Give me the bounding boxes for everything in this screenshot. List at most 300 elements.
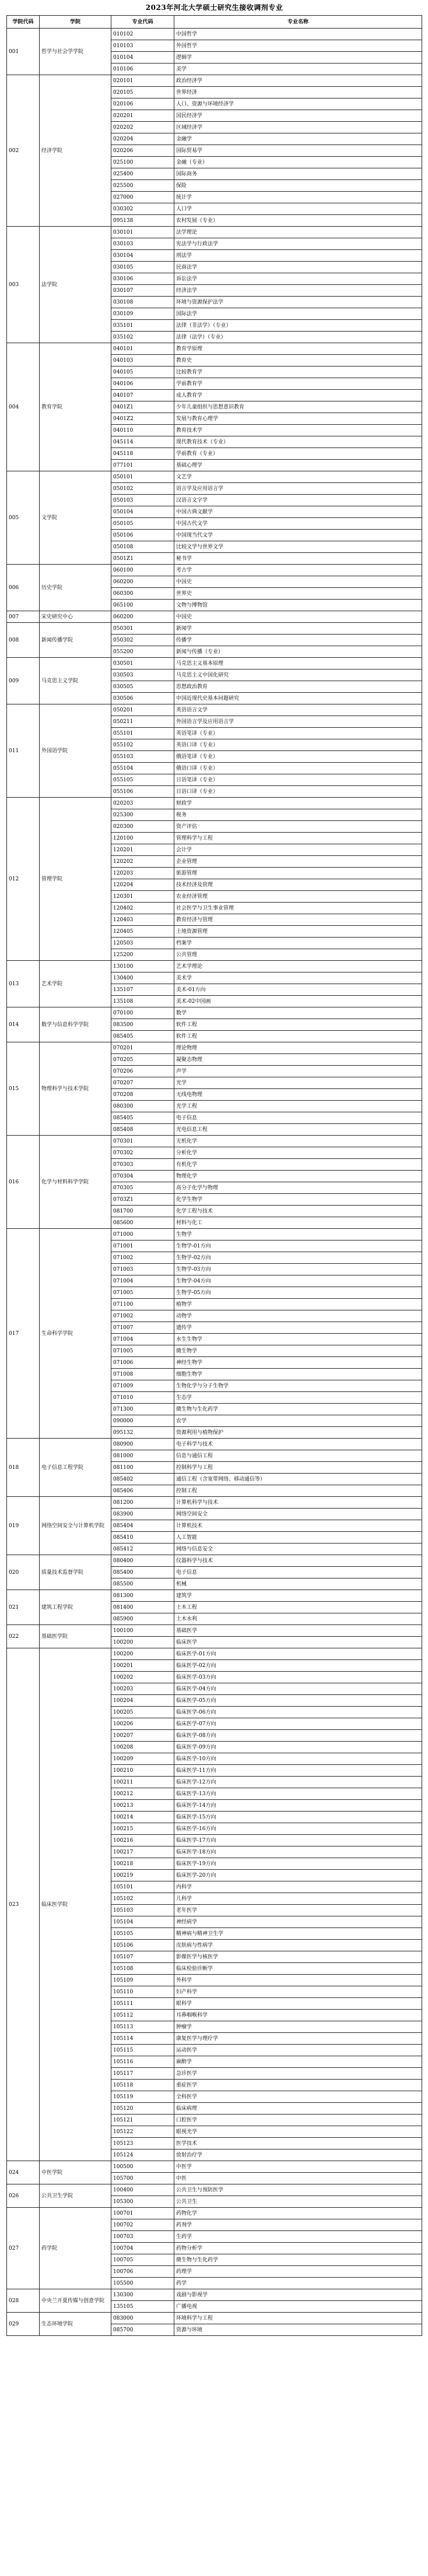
college-code-cell: 024 bbox=[7, 2161, 40, 2184]
major-code-cell: 060100 bbox=[111, 565, 174, 576]
major-code-cell: 105105 bbox=[111, 1928, 174, 1940]
major-name-cell: 美学 bbox=[174, 64, 422, 75]
table-row bbox=[7, 1590, 422, 1602]
major-code-cell: 070207 bbox=[111, 1077, 174, 1089]
major-code-cell: 030104 bbox=[111, 250, 174, 262]
major-code-cell: 081100 bbox=[111, 1462, 174, 1474]
major-code-cell: 025100 bbox=[111, 157, 174, 168]
college-name-cell: 经济学院 bbox=[40, 75, 111, 227]
major-name-cell: 肿瘤学 bbox=[174, 2021, 422, 2033]
major-name-cell: 发展与教育心理学 bbox=[174, 413, 422, 425]
major-name-cell: 马克思主义中国化研究 bbox=[174, 669, 422, 681]
major-code-cell: 085404 bbox=[111, 1520, 174, 1532]
college-name-cell: 马克思主义学院 bbox=[40, 658, 111, 704]
header-college-code: 学院代码 bbox=[7, 16, 40, 29]
major-name-cell: 财政学 bbox=[174, 798, 422, 809]
major-name-cell: 动物学 bbox=[174, 1310, 422, 1322]
college-name-cell: 临床医学院 bbox=[40, 1648, 111, 2161]
major-code-cell: 060300 bbox=[111, 588, 174, 600]
major-code-cell: 105106 bbox=[111, 1940, 174, 1951]
major-name-cell: 妇产科学 bbox=[174, 1986, 422, 1998]
major-code-cell: 105101 bbox=[111, 1881, 174, 1893]
major-code-cell: 100200 bbox=[111, 1648, 174, 1660]
major-name-cell: 软件工程 bbox=[174, 1019, 422, 1031]
table-row bbox=[7, 1136, 422, 1147]
major-name-cell: 学前教育（专业） bbox=[174, 448, 422, 460]
major-name-cell: 临床医学-20方向 bbox=[174, 1870, 422, 1881]
major-code-cell: 085406 bbox=[111, 1485, 174, 1497]
college-code-cell: 008 bbox=[7, 623, 40, 658]
major-name-cell: 世界经济 bbox=[174, 87, 422, 98]
major-code-cell: 120403 bbox=[111, 914, 174, 926]
major-name-cell: 政治经济学 bbox=[174, 75, 422, 87]
college-code-cell: 012 bbox=[7, 798, 40, 961]
major-code-cell: 070100 bbox=[111, 1007, 174, 1019]
major-name-cell: 基础心理学 bbox=[174, 460, 422, 471]
major-name-cell: 成人教育学 bbox=[174, 390, 422, 401]
major-code-cell: 050103 bbox=[111, 495, 174, 506]
major-name-cell: 旅游管理 bbox=[174, 868, 422, 879]
major-code-cell: 020202 bbox=[111, 122, 174, 133]
table-row bbox=[7, 961, 422, 972]
table-row bbox=[7, 227, 422, 238]
major-name-cell: 档案学 bbox=[174, 938, 422, 949]
major-code-cell: 083500 bbox=[111, 1019, 174, 1031]
major-code-cell: 020203 bbox=[111, 798, 174, 809]
major-name-cell: 外国语言学及应用语言学 bbox=[174, 716, 422, 728]
major-code-cell: 055200 bbox=[111, 646, 174, 658]
college-code-cell: 007 bbox=[7, 611, 40, 623]
major-code-cell: 105122 bbox=[111, 2126, 174, 2138]
major-name-cell: 农学 bbox=[174, 1415, 422, 1427]
major-name-cell: 控制科学与工程 bbox=[174, 1462, 422, 1474]
major-name-cell: 光学工程 bbox=[174, 1101, 422, 1112]
major-name-cell: 考古学 bbox=[174, 565, 422, 576]
major-code-cell: 030505 bbox=[111, 681, 174, 693]
major-name-cell: 公共管理 bbox=[174, 949, 422, 961]
major-name-cell: 康复医学与理疗学 bbox=[174, 2033, 422, 2045]
major-name-cell: 会计学 bbox=[174, 844, 422, 856]
major-name-cell: 临床医学-17方向 bbox=[174, 1835, 422, 1846]
major-name-cell: 临床医学-05方向 bbox=[174, 1695, 422, 1707]
major-code-cell: 070208 bbox=[111, 1089, 174, 1101]
major-code-cell: 100203 bbox=[111, 1683, 174, 1695]
major-name-cell: 神经生物学 bbox=[174, 1357, 422, 1369]
major-name-cell: 金融学 bbox=[174, 133, 422, 145]
major-name-cell: 人工智能 bbox=[174, 1532, 422, 1544]
major-code-cell: 100209 bbox=[111, 1753, 174, 1765]
college-name-cell: 建筑工程学院 bbox=[40, 1590, 111, 1625]
major-code-cell: 071003 bbox=[111, 1264, 174, 1275]
major-code-cell: 025300 bbox=[111, 809, 174, 821]
page-title: 2023年河北大学硕士研究生接收调剂专业 bbox=[145, 3, 283, 12]
table-row bbox=[7, 471, 422, 483]
major-code-cell: 060200 bbox=[111, 611, 174, 623]
major-name-cell: 人口学 bbox=[174, 203, 422, 215]
major-code-cell: 100100 bbox=[111, 1625, 174, 1637]
major-name-cell: 电子信息 bbox=[174, 1567, 422, 1578]
major-code-cell: 130400 bbox=[111, 972, 174, 984]
major-name-cell: 医学技术 bbox=[174, 2138, 422, 2149]
major-name-cell: 环境与资源保护法学 bbox=[174, 297, 422, 308]
major-code-cell: 070206 bbox=[111, 1066, 174, 1077]
major-code-cell: 035102 bbox=[111, 332, 174, 343]
major-name-cell: 生物学-02方向 bbox=[174, 1252, 422, 1264]
major-name-cell: 区域经济学 bbox=[174, 122, 422, 133]
major-code-cell: 100500 bbox=[111, 2161, 174, 2173]
major-name-cell: 化学工程与技术 bbox=[174, 1206, 422, 1217]
major-code-cell: 085600 bbox=[111, 1217, 174, 1229]
major-name-cell: 儿科学 bbox=[174, 1893, 422, 1905]
major-name-cell: 临床医学-13方向 bbox=[174, 1788, 422, 1800]
major-name-cell: 化学生物学 bbox=[174, 1194, 422, 1206]
college-name-cell: 法学院 bbox=[40, 227, 111, 343]
major-code-cell: 0501Z1 bbox=[111, 553, 174, 565]
major-name-cell: 基础医学 bbox=[174, 1625, 422, 1637]
major-name-cell: 声学 bbox=[174, 1066, 422, 1077]
major-name-cell: 仪器科学与技术 bbox=[174, 1555, 422, 1567]
major-code-cell: 071004 bbox=[111, 1334, 174, 1345]
major-name-cell: 数学 bbox=[174, 1007, 422, 1019]
major-name-cell: 经济法学 bbox=[174, 285, 422, 297]
college-name-cell: 历史学院 bbox=[40, 565, 111, 611]
major-name-cell: 国际商务 bbox=[174, 168, 422, 180]
major-name-cell: 网络空间安全 bbox=[174, 1509, 422, 1520]
major-name-cell: 秘书学 bbox=[174, 553, 422, 565]
major-name-cell: 俄语口译（专业） bbox=[174, 763, 422, 774]
table-row bbox=[7, 75, 422, 87]
major-code-cell: 135108 bbox=[111, 996, 174, 1007]
major-code-cell: 055102 bbox=[111, 739, 174, 751]
major-code-cell: 100705 bbox=[111, 2254, 174, 2266]
major-code-cell: 055103 bbox=[111, 751, 174, 763]
major-name-cell: 环境科学与工程 bbox=[174, 2313, 422, 2324]
major-code-cell: 085408 bbox=[111, 1124, 174, 1136]
major-name-cell: 临床医学-19方向 bbox=[174, 1858, 422, 1870]
college-name-cell: 中央兰开夏传媒与创意学院 bbox=[40, 2289, 111, 2313]
college-code-cell: 009 bbox=[7, 658, 40, 704]
major-name-cell: 公共卫生与预防医学 bbox=[174, 2184, 422, 2196]
major-name-cell: 法学理论 bbox=[174, 227, 422, 238]
major-code-cell: 025400 bbox=[111, 168, 174, 180]
major-name-cell: 临床医学-18方向 bbox=[174, 1846, 422, 1858]
college-name-cell: 中医学院 bbox=[40, 2161, 111, 2184]
major-name-cell: 临床医学-03方向 bbox=[174, 1672, 422, 1683]
college-code-cell: 029 bbox=[7, 2313, 40, 2336]
major-code-cell: 085405 bbox=[111, 1112, 174, 1124]
header-major-code: 专业代码 bbox=[111, 16, 174, 29]
major-code-cell: 071300 bbox=[111, 1404, 174, 1415]
major-name-cell: 英语语言文学 bbox=[174, 704, 422, 716]
major-name-cell: 电子信息 bbox=[174, 1112, 422, 1124]
table-row bbox=[7, 798, 422, 809]
major-name-cell: 资源利用与植物保护 bbox=[174, 1427, 422, 1439]
major-code-cell: 070305 bbox=[111, 1182, 174, 1194]
major-code-cell: 077101 bbox=[111, 460, 174, 471]
table-row bbox=[7, 1497, 422, 1509]
major-name-cell: 外科学 bbox=[174, 1975, 422, 1986]
major-code-cell: 100205 bbox=[111, 1707, 174, 1718]
major-code-cell: 100202 bbox=[111, 1672, 174, 1683]
major-code-cell: 100213 bbox=[111, 1800, 174, 1812]
major-code-cell: 050108 bbox=[111, 541, 174, 553]
major-name-cell: 新闻学 bbox=[174, 623, 422, 635]
major-code-cell: 071010 bbox=[111, 1392, 174, 1404]
college-name-cell: 生态环境学院 bbox=[40, 2313, 111, 2336]
college-name-cell: 电子信息工程学院 bbox=[40, 1439, 111, 1497]
major-code-cell: 105123 bbox=[111, 2138, 174, 2149]
table-row bbox=[7, 1648, 422, 1660]
major-name-cell: 教育经济与管理 bbox=[174, 914, 422, 926]
major-name-cell: 材料与化工 bbox=[174, 1217, 422, 1229]
major-name-cell: 临床医学-01方向 bbox=[174, 1648, 422, 1660]
major-code-cell: 105112 bbox=[111, 2010, 174, 2021]
major-code-cell: 030108 bbox=[111, 297, 174, 308]
major-code-cell: 100201 bbox=[111, 1660, 174, 1672]
major-name-cell: 企业管理 bbox=[174, 856, 422, 868]
major-code-cell: 050211 bbox=[111, 716, 174, 728]
table-row bbox=[7, 343, 422, 355]
college-code-cell: 018 bbox=[7, 1439, 40, 1497]
major-name-cell: 英语笔译（专业） bbox=[174, 728, 422, 739]
major-code-cell: 010106 bbox=[111, 64, 174, 75]
major-name-cell: 高分子化学与物理 bbox=[174, 1182, 422, 1194]
major-name-cell: 教育史 bbox=[174, 355, 422, 367]
major-code-cell: 040103 bbox=[111, 355, 174, 367]
major-code-cell: 120100 bbox=[111, 833, 174, 844]
major-name-cell: 眼科学 bbox=[174, 1998, 422, 2010]
major-code-cell: 071005 bbox=[111, 1287, 174, 1299]
major-code-cell: 050302 bbox=[111, 635, 174, 646]
major-code-cell: 020106 bbox=[111, 98, 174, 110]
major-code-cell: 081400 bbox=[111, 1602, 174, 1613]
major-code-cell: 130100 bbox=[111, 961, 174, 972]
major-code-cell: 105114 bbox=[111, 2033, 174, 2045]
college-code-cell: 017 bbox=[7, 1229, 40, 1439]
college-name-cell: 外国语学院 bbox=[40, 704, 111, 798]
major-name-cell: 临床检验诊断学 bbox=[174, 1963, 422, 1975]
major-code-cell: 120405 bbox=[111, 926, 174, 938]
major-code-cell: 100216 bbox=[111, 1835, 174, 1846]
college-code-cell: 003 bbox=[7, 227, 40, 343]
major-code-cell: 050105 bbox=[111, 518, 174, 530]
major-code-cell: 050301 bbox=[111, 623, 174, 635]
major-name-cell: 法律（法学）（专业） bbox=[174, 332, 422, 343]
major-code-cell: 071007 bbox=[111, 1322, 174, 1334]
major-name-cell: 比较教育学 bbox=[174, 367, 422, 378]
major-name-cell: 中国古代文学 bbox=[174, 518, 422, 530]
major-code-cell: 050106 bbox=[111, 530, 174, 541]
major-name-cell: 文艺学 bbox=[174, 471, 422, 483]
major-code-cell: 071100 bbox=[111, 1299, 174, 1310]
table-row bbox=[7, 2208, 422, 2219]
major-code-cell: 100206 bbox=[111, 1718, 174, 1730]
major-code-cell: 083900 bbox=[111, 1509, 174, 1520]
major-code-cell: 100701 bbox=[111, 2208, 174, 2219]
college-name-cell: 网络空间安全与计算机学院 bbox=[40, 1497, 111, 1555]
major-code-cell: 105113 bbox=[111, 2021, 174, 2033]
major-name-cell: 传播学 bbox=[174, 635, 422, 646]
major-name-cell: 生药学 bbox=[174, 2231, 422, 2243]
major-name-cell: 英语口译（专业） bbox=[174, 739, 422, 751]
major-code-cell: 060200 bbox=[111, 576, 174, 588]
major-code-cell: 095132 bbox=[111, 1427, 174, 1439]
major-name-cell: 外国哲学 bbox=[174, 40, 422, 52]
major-name-cell: 生物学-03方向 bbox=[174, 1264, 422, 1275]
major-code-cell: 105104 bbox=[111, 1916, 174, 1928]
major-name-cell: 凝聚态物理 bbox=[174, 1054, 422, 1066]
major-code-cell: 030103 bbox=[111, 238, 174, 250]
major-name-cell: 美术-02中国画 bbox=[174, 996, 422, 1007]
major-code-cell: 090000 bbox=[111, 1415, 174, 1427]
major-code-cell: 105124 bbox=[111, 2149, 174, 2161]
major-name-cell: 神经病学 bbox=[174, 1916, 422, 1928]
college-code-cell: 011 bbox=[7, 704, 40, 798]
college-code-cell: 021 bbox=[7, 1590, 40, 1625]
major-code-cell: 040101 bbox=[111, 343, 174, 355]
major-name-cell: 重症医学 bbox=[174, 2080, 422, 2091]
major-code-cell: 105111 bbox=[111, 1998, 174, 2010]
header-major-name: 专业名称 bbox=[174, 16, 422, 29]
major-name-cell: 临床医学 bbox=[174, 1637, 422, 1648]
major-name-cell: 国民经济学 bbox=[174, 110, 422, 122]
major-name-cell: 微生物与生化药学 bbox=[174, 2254, 422, 2266]
college-code-cell: 015 bbox=[7, 1042, 40, 1136]
major-code-cell: 030501 bbox=[111, 658, 174, 669]
college-name-cell: 物理科学与技术学院 bbox=[40, 1042, 111, 1136]
table-row bbox=[7, 658, 422, 669]
major-name-cell: 无机化学 bbox=[174, 1136, 422, 1147]
table-row bbox=[7, 1042, 422, 1054]
major-code-cell: 020206 bbox=[111, 145, 174, 157]
major-code-cell: 0401Z1 bbox=[111, 401, 174, 413]
major-code-cell: 135105 bbox=[111, 2301, 174, 2313]
major-code-cell: 105103 bbox=[111, 1905, 174, 1916]
college-code-cell: 014 bbox=[7, 1007, 40, 1042]
major-name-cell: 资产评估 bbox=[174, 821, 422, 833]
major-code-cell: 125200 bbox=[111, 949, 174, 961]
major-code-cell: 105300 bbox=[111, 2196, 174, 2208]
major-name-cell: 建筑学 bbox=[174, 1590, 422, 1602]
major-name-cell: 急诊医学 bbox=[174, 2068, 422, 2080]
major-name-cell: 美术学 bbox=[174, 972, 422, 984]
college-name-cell: 宋史研究中心 bbox=[40, 611, 111, 623]
major-name-cell: 税务 bbox=[174, 809, 422, 821]
major-code-cell: 135107 bbox=[111, 984, 174, 996]
major-name-cell: 刑法学 bbox=[174, 250, 422, 262]
major-code-cell: 085500 bbox=[111, 1578, 174, 1590]
major-code-cell: 070201 bbox=[111, 1042, 174, 1054]
major-code-cell: 071005 bbox=[111, 1345, 174, 1357]
major-code-cell: 081000 bbox=[111, 1450, 174, 1462]
major-code-cell: 071006 bbox=[111, 1357, 174, 1369]
major-code-cell: 105500 bbox=[111, 2278, 174, 2289]
major-name-cell: 皮肤病与性病学 bbox=[174, 1940, 422, 1951]
major-name-cell: 中国现当代文学 bbox=[174, 530, 422, 541]
table-row bbox=[7, 2289, 422, 2301]
table-row bbox=[7, 704, 422, 716]
major-code-cell: 080400 bbox=[111, 1555, 174, 1567]
major-name-cell: 语言学及应用语言学 bbox=[174, 483, 422, 495]
major-name-cell: 技术经济及管理 bbox=[174, 879, 422, 891]
major-name-cell: 日语口译（专业） bbox=[174, 786, 422, 798]
major-name-cell: 细胞生物学 bbox=[174, 1369, 422, 1380]
table-row bbox=[7, 611, 422, 623]
major-code-cell: 040107 bbox=[111, 390, 174, 401]
major-code-cell: 081700 bbox=[111, 1206, 174, 1217]
major-code-cell: 120402 bbox=[111, 903, 174, 914]
major-code-cell: 045118 bbox=[111, 448, 174, 460]
major-name-cell: 公共卫生 bbox=[174, 2196, 422, 2208]
major-name-cell: 药剂学 bbox=[174, 2219, 422, 2231]
major-name-cell: 法律（非法学）（专业） bbox=[174, 320, 422, 332]
major-name-cell: 国际贸易学 bbox=[174, 145, 422, 157]
major-name-cell: 运动医学 bbox=[174, 2045, 422, 2056]
major-name-cell: 控制工程 bbox=[174, 1485, 422, 1497]
major-code-cell: 085412 bbox=[111, 1544, 174, 1555]
major-name-cell: 计算机技术 bbox=[174, 1520, 422, 1532]
major-name-cell: 影像医学与核医学 bbox=[174, 1951, 422, 1963]
major-name-cell: 网络与信息安全 bbox=[174, 1544, 422, 1555]
college-code-cell: 016 bbox=[7, 1136, 40, 1229]
major-code-cell: 030101 bbox=[111, 227, 174, 238]
header-college: 学院 bbox=[40, 16, 111, 29]
major-name-cell: 中国史 bbox=[174, 611, 422, 623]
college-name-cell: 数学与信息科学学院 bbox=[40, 1007, 111, 1042]
major-name-cell: 药物化学 bbox=[174, 2208, 422, 2219]
major-code-cell: 055106 bbox=[111, 786, 174, 798]
major-name-cell: 少年儿童组织与思想意识教育 bbox=[174, 401, 422, 413]
major-code-cell: 100218 bbox=[111, 1858, 174, 1870]
major-name-cell: 通信工程（含宽带网络、移动通信等） bbox=[174, 1474, 422, 1485]
major-name-cell: 逻辑学 bbox=[174, 52, 422, 64]
major-name-cell: 中国古典文献学 bbox=[174, 506, 422, 518]
college-name-cell: 教育学院 bbox=[40, 343, 111, 471]
major-code-cell: 080900 bbox=[111, 1439, 174, 1450]
major-name-cell: 美术-01方向 bbox=[174, 984, 422, 996]
major-name-cell: 临床医学-06方向 bbox=[174, 1707, 422, 1718]
major-code-cell: 120503 bbox=[111, 938, 174, 949]
major-code-cell: 070205 bbox=[111, 1054, 174, 1066]
table-row bbox=[7, 2161, 422, 2173]
college-code-cell: 004 bbox=[7, 343, 40, 471]
major-name-cell: 广播电视 bbox=[174, 2301, 422, 2313]
major-name-cell: 植物学 bbox=[174, 1299, 422, 1310]
major-code-cell: 100212 bbox=[111, 1788, 174, 1800]
major-code-cell: 085402 bbox=[111, 1474, 174, 1485]
major-code-cell: 085400 bbox=[111, 1567, 174, 1578]
major-name-cell: 农村发展（专业） bbox=[174, 215, 422, 227]
major-name-cell: 统计学 bbox=[174, 192, 422, 203]
major-name-cell: 眼视光学 bbox=[174, 2126, 422, 2138]
major-code-cell: 120203 bbox=[111, 868, 174, 879]
major-name-cell: 生物学-04方向 bbox=[174, 1275, 422, 1287]
major-name-cell: 有机化学 bbox=[174, 1159, 422, 1171]
college-code-cell: 013 bbox=[7, 961, 40, 1007]
major-code-cell: 027000 bbox=[111, 192, 174, 203]
major-code-cell: 100703 bbox=[111, 2231, 174, 2243]
major-name-cell: 软件工程 bbox=[174, 1031, 422, 1042]
major-code-cell: 080300 bbox=[111, 1101, 174, 1112]
major-name-cell: 放射治疗学 bbox=[174, 2149, 422, 2161]
college-code-cell: 023 bbox=[7, 1648, 40, 2161]
table-row bbox=[7, 29, 422, 40]
major-code-cell: 020204 bbox=[111, 133, 174, 145]
major-name-cell: 农业经济管理 bbox=[174, 891, 422, 903]
major-name-cell: 临床医学-15方向 bbox=[174, 1812, 422, 1823]
major-name-cell: 光电信息工程 bbox=[174, 1124, 422, 1136]
major-name-cell: 无线电物理 bbox=[174, 1089, 422, 1101]
